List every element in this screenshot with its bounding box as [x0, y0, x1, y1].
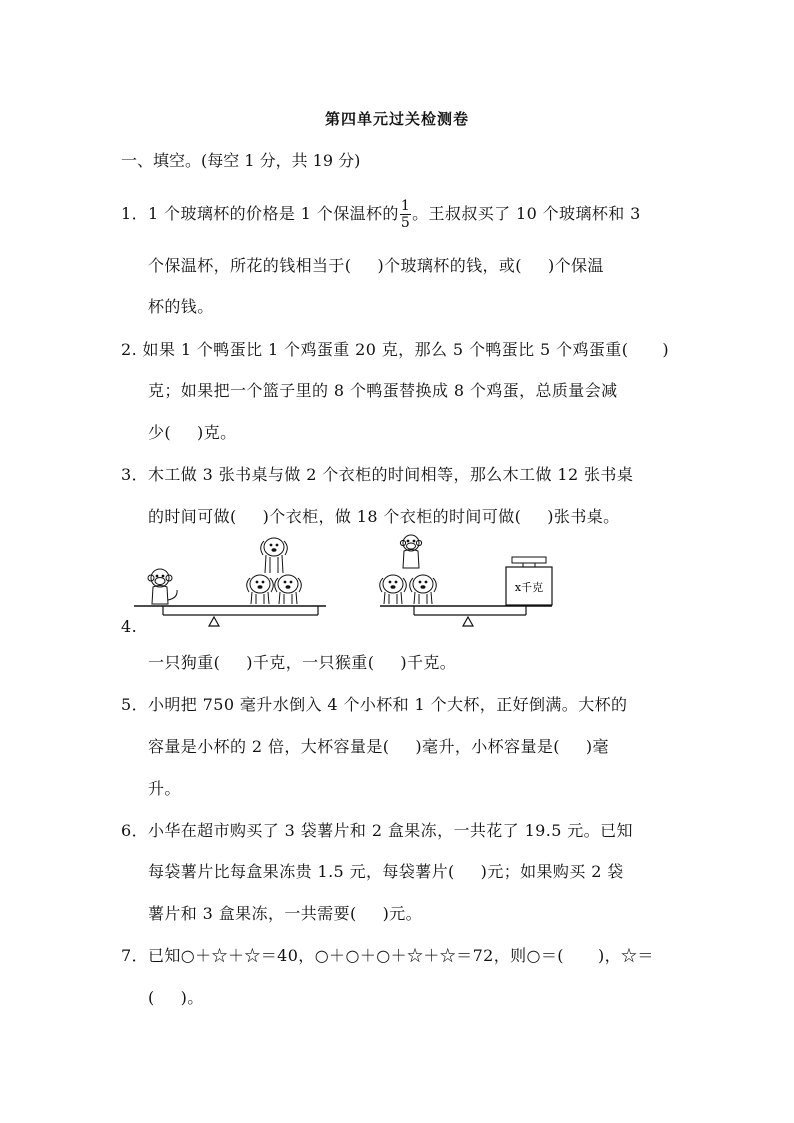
balance-scale-left	[130, 532, 330, 632]
question-1-line-2	[148, 253, 604, 276]
q6-line2-b: )元；如果购买 2 袋	[480, 862, 624, 881]
balance-scale-right	[376, 532, 566, 632]
q2-line3-b: )克。	[197, 423, 237, 442]
question-5-line-3: 升。	[148, 779, 181, 798]
q7-line2-a: (	[148, 988, 155, 1007]
question-2-line-3	[148, 420, 237, 443]
question-3-line-2	[148, 504, 620, 527]
question-4-line-1	[148, 650, 456, 673]
q2-line1-a: 2. 如果 1 个鸭蛋比 1 个鸡蛋重 20 克，那么 5 个鸭蛋比 5 个鸡蛋重(	[121, 340, 629, 359]
q4-line1-b: )千克，一只猴重(	[246, 653, 375, 672]
question-6-line-3	[148, 901, 422, 924]
dog-icon	[247, 575, 274, 604]
monkey-icon	[400, 535, 421, 568]
monkey-icon	[148, 569, 177, 604]
question-5-line-1: 5．小明把 750 毫升水倒入 4 个小杯和 1 个大杯，正好倒满。大杯的	[121, 695, 628, 714]
fraction-denominator: 5	[400, 215, 411, 231]
weight-label: x千克	[514, 581, 544, 594]
dog-icon	[261, 538, 288, 573]
q1-line2-a: 个保温杯，所花的钱相当于(	[148, 256, 352, 275]
question-3-line-1: 3．木工做 3 张书桌与做 2 个衣柜的时间相等，那么木工做 12 张书桌	[121, 465, 634, 484]
question-4-number: 4.	[121, 617, 138, 636]
page-title: 第四单元过关检测卷	[324, 110, 469, 128]
q6-line2-a: 每袋薯片比每盒果冻贵 1.5 元，每袋薯片(	[148, 862, 455, 881]
q1-line2-b: )个玻璃杯的钱，或(	[377, 256, 522, 275]
question-7-line-1	[121, 943, 654, 966]
q3-line2-b: )个衣柜，做 18 个衣柜的时间可做(	[262, 507, 522, 526]
q5-line2-b: )毫升，小杯容量是(	[415, 737, 560, 756]
question-2-line-1	[121, 337, 669, 360]
q7-line1-a: 7．已知○＋☆＋☆＝40，○＋○＋○＋☆＋☆＝72，则○＝(	[121, 946, 564, 965]
q2-line3-a: 少(	[148, 423, 172, 442]
dog-icon	[380, 575, 407, 604]
question-6-line-2	[148, 859, 624, 882]
q1-line2-c: )个保温	[547, 256, 604, 275]
question-2-line-2: 克；如果把一个篮子里的 8 个鸭蛋替换成 8 个鸡蛋，总质量会减	[148, 381, 618, 400]
q1-text-a: 1．1 个玻璃杯的价格是 1 个保温杯的	[121, 204, 399, 223]
fraction-numerator: 1	[400, 198, 411, 214]
q7-line1-b: )，☆＝	[597, 946, 654, 965]
q1-text-b: 。王叔叔买了 10 个玻璃杯和 3	[412, 204, 641, 223]
dog-icon	[275, 575, 302, 604]
question-6-line-1: 6．小华在超市购买了 3 袋薯片和 2 盒果冻，一共花了 19.5 元。已知	[121, 821, 633, 840]
q5-line2-c: )毫	[585, 737, 609, 756]
q7-line2-b: )。	[180, 988, 204, 1007]
weight-block	[506, 557, 552, 605]
fraction-one-fifth	[400, 198, 411, 231]
q4-line1-a: 一只狗重(	[148, 653, 221, 672]
q3-line2-c: )张书桌。	[547, 507, 620, 526]
question-1-line-1	[121, 198, 641, 231]
question-7-line-2	[148, 985, 204, 1008]
q2-line1-b: )	[662, 340, 669, 359]
question-1-line-3: 杯的钱。	[148, 297, 214, 316]
q5-line2-a: 容量是小杯的 2 倍，大杯容量是(	[148, 737, 390, 756]
question-5-line-2	[148, 734, 609, 757]
q4-line1-c: )千克。	[400, 653, 457, 672]
q6-line3-b: )元。	[382, 904, 423, 923]
q6-line3-a: 薯片和 3 盒果冻，一共需要(	[148, 904, 357, 923]
dog-icon	[410, 575, 437, 604]
section-heading: 一、填空。(每空 1 分，共 19 分)	[121, 151, 361, 170]
q3-line2-a: 的时间可做(	[148, 507, 237, 526]
